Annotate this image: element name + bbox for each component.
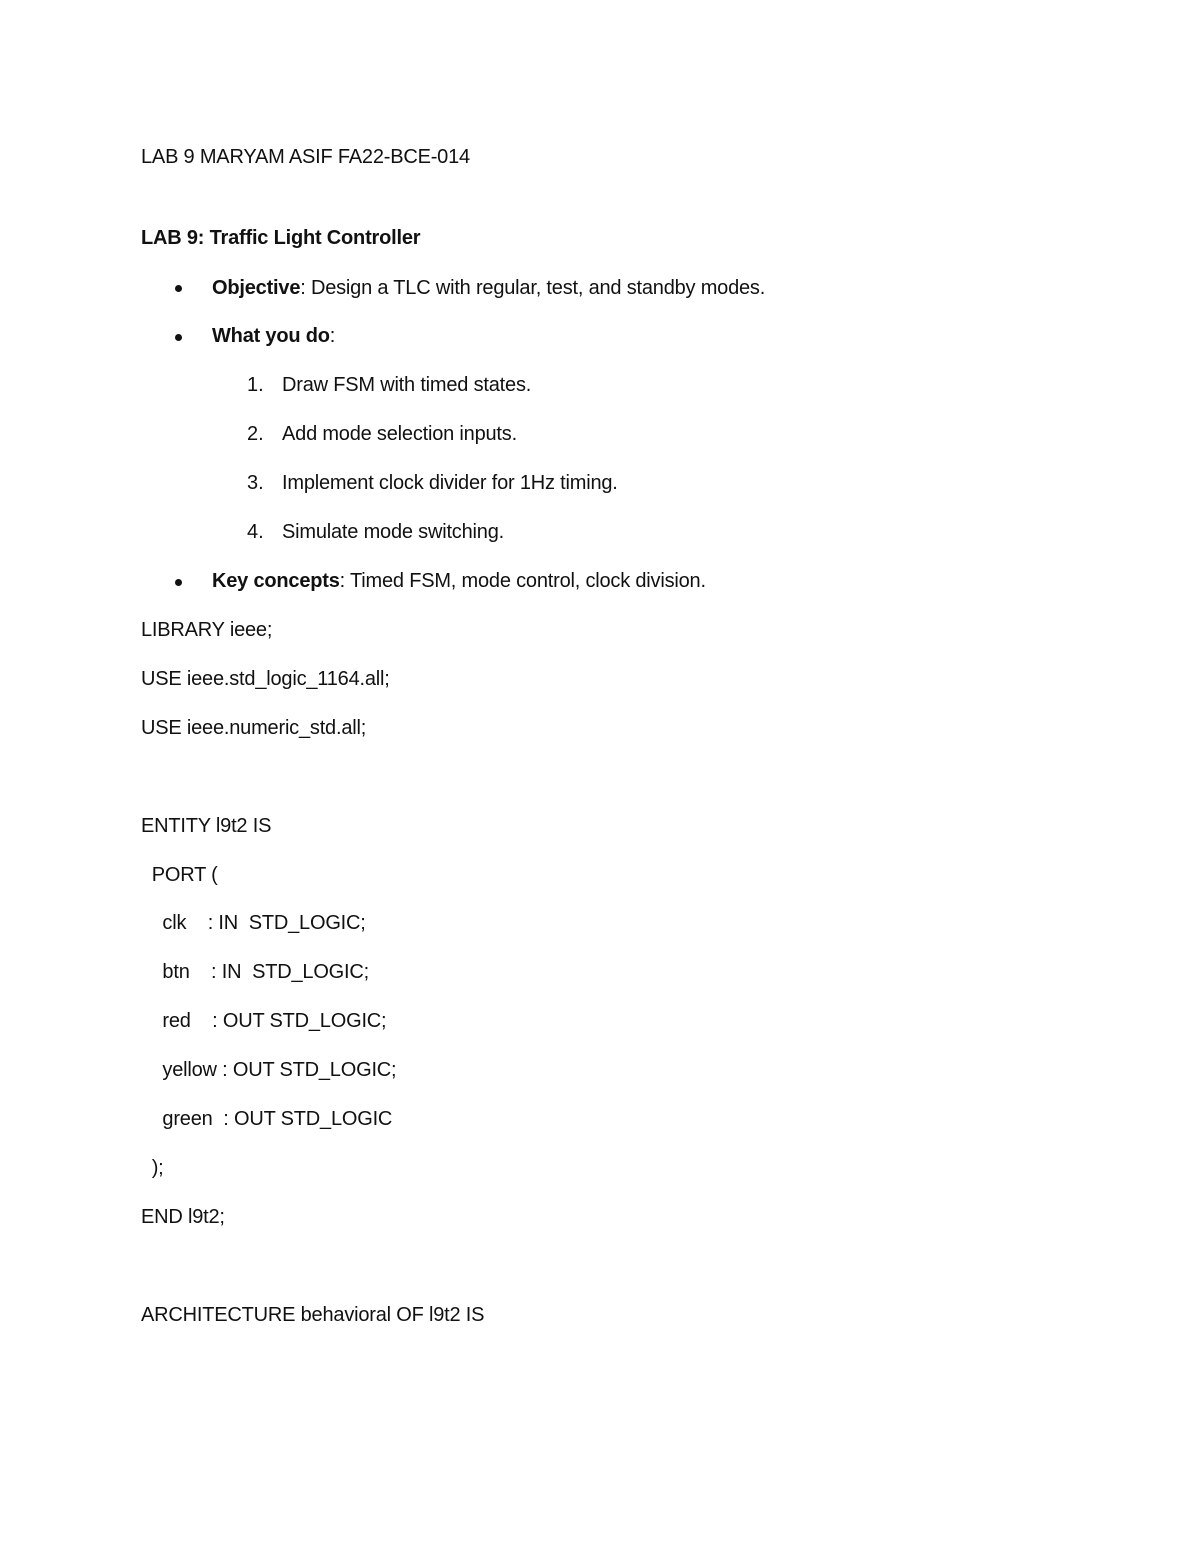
objective-item (212, 276, 765, 300)
what-you-do-text: : (329, 325, 336, 347)
code-line: PORT ( (141, 864, 218, 886)
code-line: USE ieee.numeric_std.all; (141, 717, 367, 739)
lab-title: LAB 9: Traffic Light Controller (141, 227, 421, 249)
what-you-do-label: What you do (212, 325, 330, 347)
code-line: green : OUT STD_LOGIC (141, 1108, 393, 1130)
document-header: LAB 9 MARYAM ASIF FA22-BCE-014 (141, 146, 470, 168)
what-you-do-item (212, 324, 335, 348)
bullet-dot (175, 285, 182, 292)
code-line: red : OUT STD_LOGIC; (141, 1010, 387, 1032)
code-line: yellow : OUT STD_LOGIC; (141, 1059, 397, 1081)
code-line: clk : IN STD_LOGIC; (141, 912, 366, 934)
step-text: Simulate mode switching. (282, 521, 504, 543)
code-line: END l9t2; (141, 1206, 225, 1228)
objective-text: : Design a TLC with regular, test, and standby modes. (300, 277, 766, 299)
key-concepts-text: : Timed FSM, mode control, clock division. (339, 570, 706, 592)
code-line: btn : IN STD_LOGIC; (141, 961, 369, 983)
step-number: 4. (247, 521, 264, 543)
key-concepts-label: Key concepts (212, 570, 340, 592)
key-concepts-item (212, 569, 706, 593)
code-line: ); (141, 1157, 164, 1179)
step-text: Add mode selection inputs. (282, 423, 517, 445)
objective-label: Objective (212, 277, 301, 299)
code-line: ARCHITECTURE behavioral OF l9t2 IS (141, 1304, 485, 1326)
step-number: 1. (247, 374, 264, 396)
code-line: ENTITY l9t2 IS (141, 815, 272, 837)
step-text: Draw FSM with timed states. (282, 374, 532, 396)
code-line: USE ieee.std_logic_1164.all; (141, 668, 390, 690)
step-text: Implement clock divider for 1Hz timing. (282, 472, 618, 494)
bullet-dot (175, 334, 182, 341)
step-number: 2. (247, 423, 264, 445)
step-number: 3. (247, 472, 264, 494)
code-line: LIBRARY ieee; (141, 619, 273, 641)
bullet-dot (175, 579, 182, 586)
